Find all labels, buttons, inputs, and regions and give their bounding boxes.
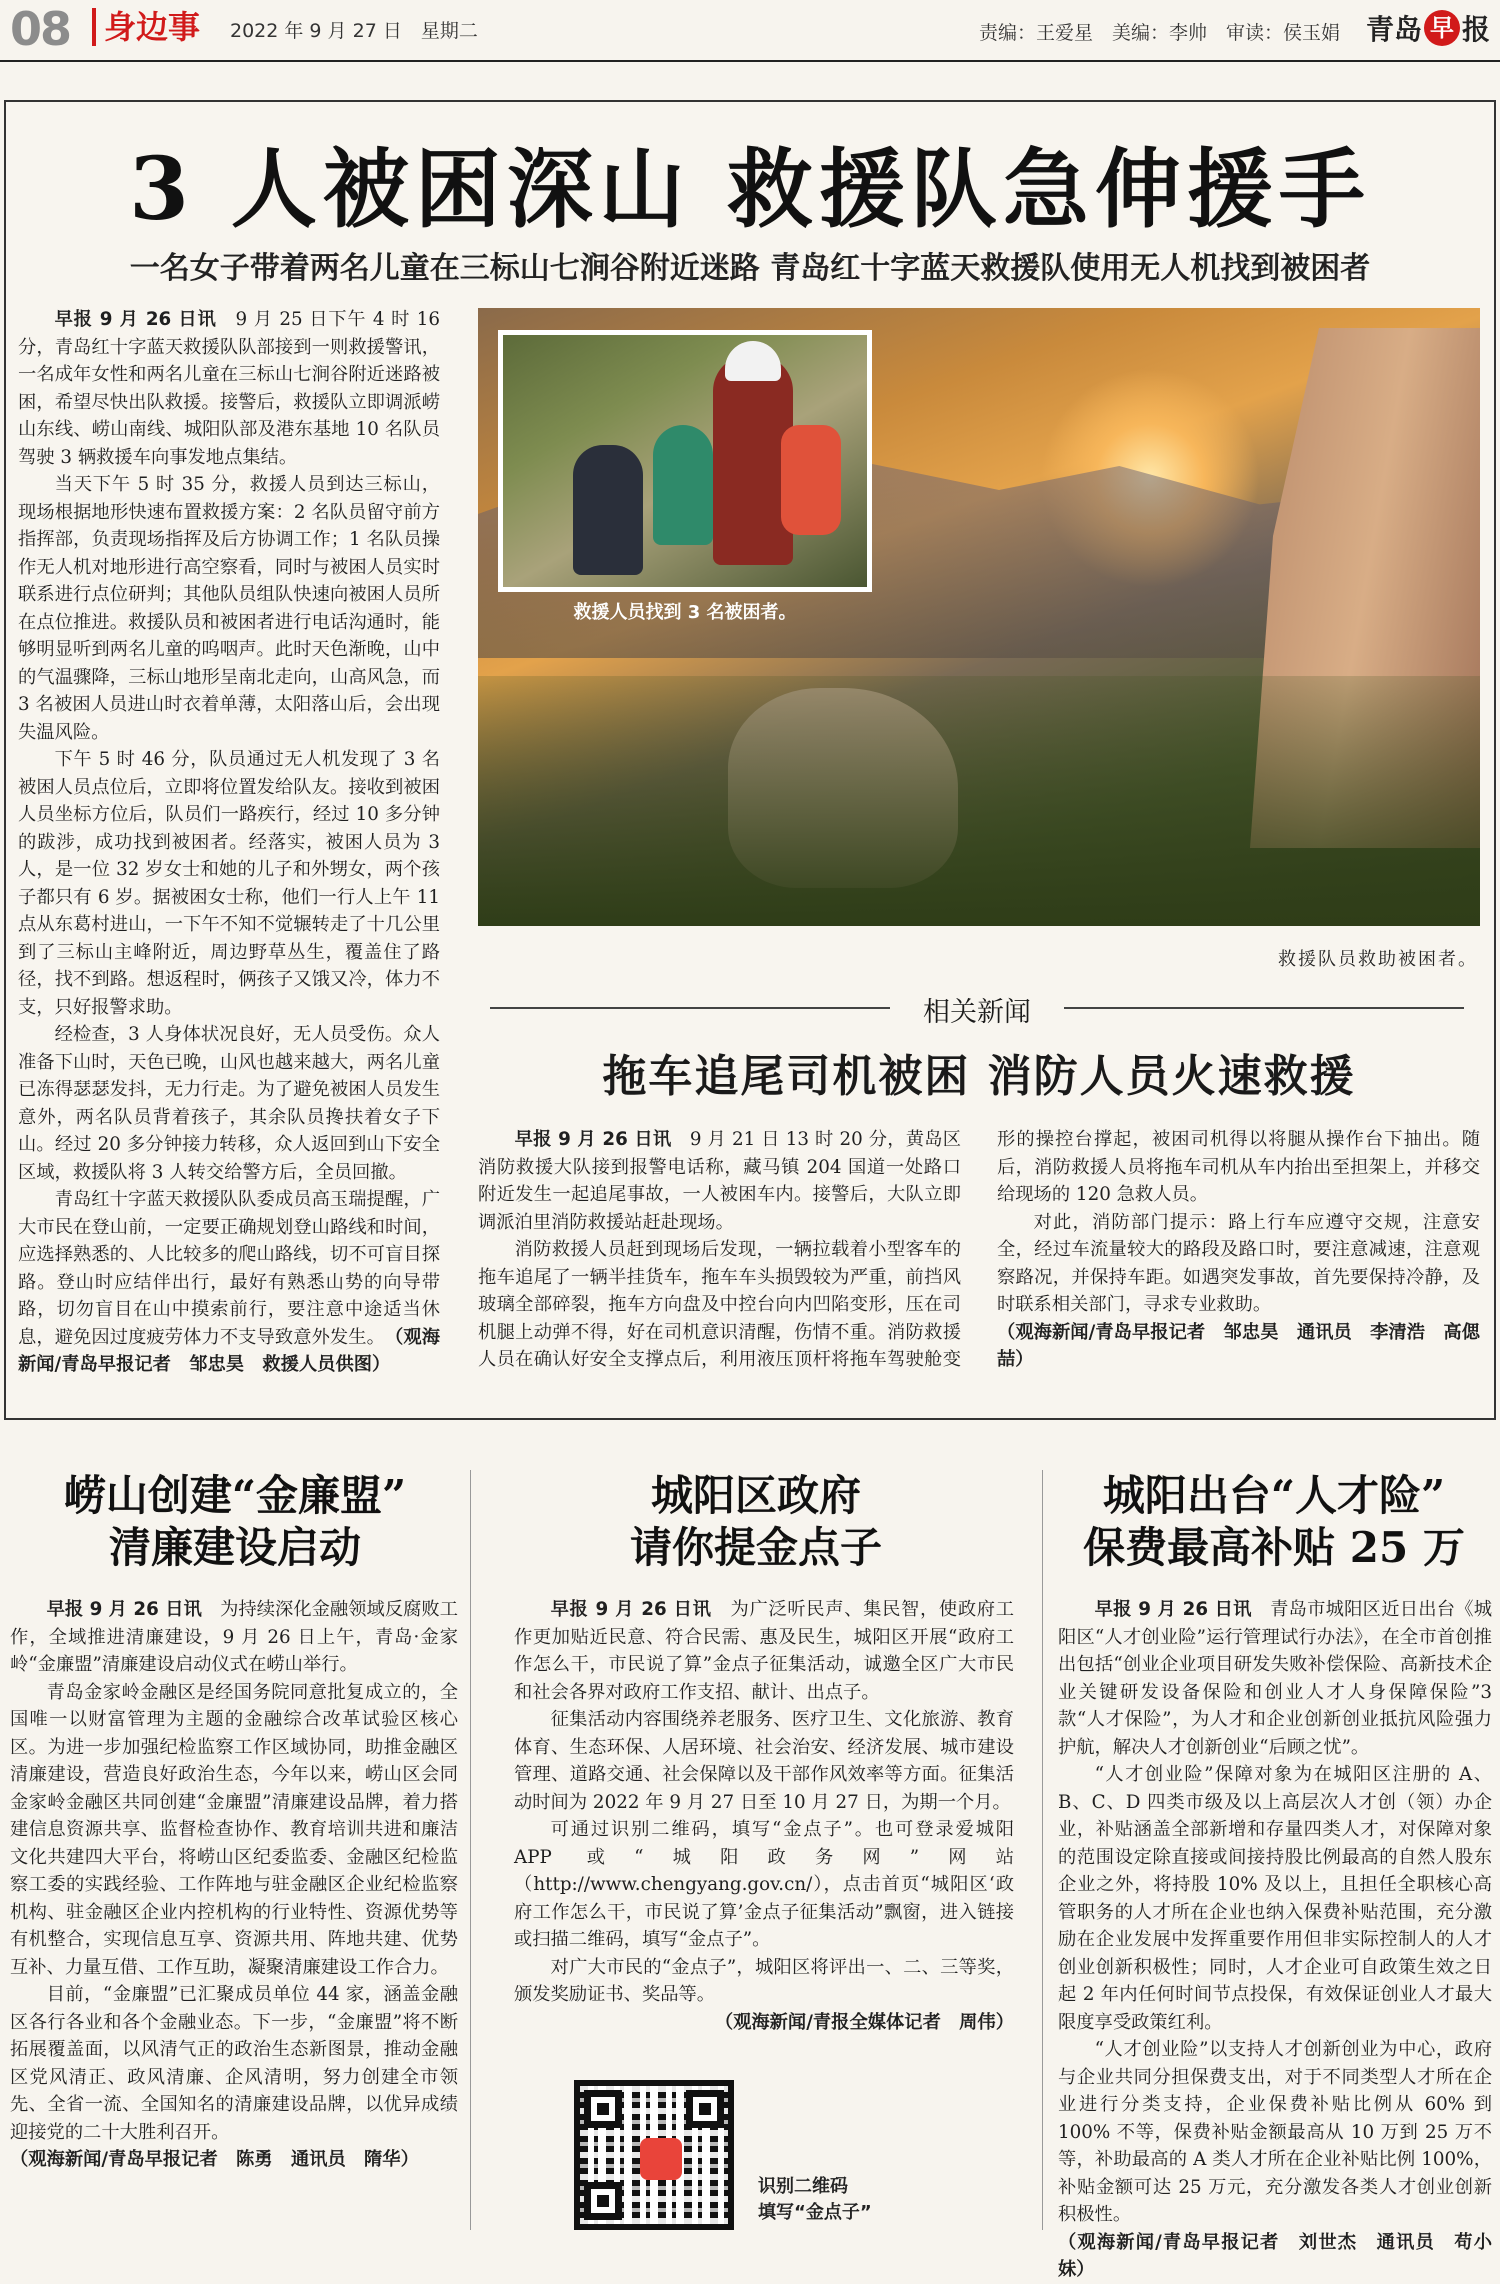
- lead-paragraph: 经检查，3 人身体状况良好，无人员受伤。众人准备下山时，天色已晚，山风也越来越大，两名儿童已冻得瑟瑟发抖，无力行走。为了避免被困人员发生意外，两名队员背着孩子，其余队员搀扶着女子下山。经过 20 多分钟接力转移，众人返回到山下安全区域，救援队将 3 人转交给警方后，全员回撤。: [18, 1024, 440, 1183]
- brand-text-right: 报: [1461, 13, 1490, 46]
- page-number: 08: [10, 2, 71, 56]
- lead-paragraph: 下午 5 时 46 分，队员通过无人机发现了 3 名被困人员点位后，立即将位置发给队友。接收到被困人员坐标方位后，队员们一路疾行，经过 10 多分钟的跋涉，成功找到被困者。经落实，被困人员为 3 人，是一位 32 岁女士和她的儿子和外甥女，两个孩子都只有 6 岁。据被困女士称，他们一行人上午 11 点从东葛村进山，一下午不知不觉辗转走了十几公里到了三标山主峰附近，周边野草丛生，覆盖住了路径，找不到路。想返程时，俩孩子又饿又冷，体力不支，只好报警求助。: [18, 749, 440, 1018]
- qr-finder: [584, 2182, 622, 2220]
- related-paragraph: 消防救援人员赶到现场后发现，一辆拉载着小型客车的拖车追尾了一辆半挂货车，拖车车头损毁较为严重，前挡风玻璃全部碎裂，拖车方向盘及中控台向内凹陷变形，压在司机腿上动弹不得，好在司机意识清醒，伤情不重。消防救援人员在确认好安全支撑点后，利用液压顶杆将拖车驾驶舱变形的操控台撑起，被困司机得以将腿从操作台下抽出。随后，消防救援人员将拖车司机从车内抬出至担架上，并移交给现场的 120 急救人员。: [478, 1129, 1480, 1370]
- backpack: [781, 425, 841, 535]
- person-figure: [573, 445, 643, 575]
- lead-headline: 3 人被困深山 救援队急伸援手: [129, 139, 1371, 240]
- column-1-title: 崂山创建“金廉盟” 清廉建设启动: [63, 1471, 407, 1572]
- editor-credits: 责编：王爱星 美编：李帅 审读：侯玉娟: [978, 22, 1340, 44]
- qr-code[interactable]: [574, 2080, 734, 2230]
- column-separator: [1042, 1470, 1043, 2230]
- byline: （观海新闻/青岛早报记者 陈勇 通讯员 隋华）: [10, 2149, 419, 2170]
- column-paragraph: 征集活动内容围绕养老服务、医疗卫生、文化旅游、教育体育、生态环保、人居环境、社会治安、经济发展、城市建设管理、道路交通、社会保障以及干部作风效率等方面。征集活动时间为 2022 年 9 月 27 日至 10 月 27 日，为期一个月。: [514, 1709, 1014, 1813]
- column-paragraph: 早报 9 月 26 日讯 青岛市城阳区近日出台《城阳区“人才创业险”运行管理试行办法》，在全市首创推出包括“创业企业项目研发失败补偿保险、高新技术企业关键研发设备保险和创业人才人身保障保险”3 款“人才保险”，为人才和企业创新创业抵抗风险强力护航，解决人才创新创业“后顾之忧”。: [1058, 1599, 1493, 1758]
- inset-caption: 救援人员找到 3 名被困者。: [573, 602, 797, 623]
- newspaper-brand: [1366, 8, 1490, 48]
- column-2-title: 城阳区政府 请你提金点子: [629, 1471, 882, 1572]
- byline: （观海新闻/青岛早报记者 邹忠昊 通讯员 李清浩 高偲喆）: [997, 1321, 1480, 1370]
- dateline: 早报 9 月 26 日讯: [550, 1599, 712, 1620]
- issue-date: 2022 年 9 月 27 日 星期二: [230, 20, 478, 42]
- related-news-label: 相关新闻: [923, 997, 1031, 1028]
- lead-subheadline: 一名女子带着两名儿童在三标山七涧谷附近迷路 青岛红十字蓝天救援队使用无人机找到被困者: [129, 251, 1371, 286]
- related-paragraph: 早报 9 月 26 日讯 9 月 21 日 13 时 20 分，黄岛区消防救援大队接到报警电话称，藏马镇 204 国道一处路口附近发生一起追尾事故，一人被困车内。接警后，大队立即调派泊里消防救援站赶赴现场。: [478, 1129, 961, 1233]
- helmet: [725, 341, 781, 381]
- column-1-body: [10, 1596, 458, 2216]
- column-3-title: 城阳出台“人才险” 保费最高补贴 25 万: [1083, 1471, 1465, 1572]
- related-article-body: [478, 1126, 1480, 1396]
- column-paragraph: 可通过识别二维码，填写“金点子”。也可登录爱城阳 APP 或“城阳政务网”网站（http://www.chengyang.gov.cn/），点击首页“城阳区‘政府工作怎么干，市民说了算’金点子征集活动”飘窗，进入链接或扫描二维码，填写“金点子”。: [514, 1819, 1014, 1950]
- column-2-body: [514, 1596, 1014, 2066]
- column-separator: [470, 1470, 471, 2230]
- related-headline: 拖车追尾司机被困 消防人员火速救援: [602, 1051, 1356, 1102]
- column-paragraph: “人才创业险”保障对象为在城阳区注册的 A、B、C、D 四类市级及以上高层次人才创（领）办企业，补贴涵盖全部新增和存量四类人才，对保障对象的范围设定除直接或间接持股比例最高的自然人股东企业之外，将持股 10% 及以上，且担任全职核心高管职务的人才所在企业也纳入保费补贴范围，充分激励在企业发展中发挥重要作用但非实际控制人的人才创业创新积极性；同时，人才企业可自政策生效之日起 2 年内任何时间节点投保，有效保证创业人才最大限度享受政策红利。: [1058, 1764, 1492, 2033]
- dateline: 早报 9 月 26 日讯: [46, 1599, 202, 1620]
- column-paragraph: “人才创业险”以支持人才创新创业为中心，政府与企业共同分担保费支出，对于不同类型人才所在企业进行分类支持，企业保费补贴比例从 60% 到 100% 不等，保费补贴金额最高从 10 万到 25 万不等，补助最高的 A 类人才所在企业补贴比例 100%，补贴金额可达 25 万元，充分激发各类人才创业创新积极性。: [1058, 2039, 1492, 2225]
- brand-text-left: 青岛: [1365, 13, 1422, 46]
- related-paragraph: 对此，消防部门提示：路上行车应遵守交规，注意安全，经过车流量较大的路段及路口时，要注意减速，注意观察路况，并保持车距。如遇突发事故，首先要保持冷静，及时联系相关部门，寻求专业救助。: [997, 1211, 1480, 1315]
- byline: （观海新闻/青报全媒体记者 周伟）: [714, 2011, 1014, 2033]
- section-name: 身边事: [92, 8, 200, 46]
- column-3-body: [1058, 1596, 1493, 2280]
- dateline: 早报 9 月 26 日讯: [514, 1129, 672, 1150]
- column-paragraph: 目前，“金廉盟”已汇聚成员单位 44 家，涵盖金融区各行各业和各个金融业态。下一步，“金廉盟”将不断拓展覆盖面，以风清气正的政治生态新图景，推动金融区党风清正、政风清廉、企风清明，努力创建全市领先、全省一流、全国知名的清廉建设品牌，以优异成绩迎接党的二十大胜利召开。: [10, 1984, 458, 2143]
- person-figure: [653, 425, 713, 545]
- lead-article-body: [18, 306, 440, 1386]
- lead-paragraph: 早报 9 月 26 日讯 9 月 25 日下午 4 时 16 分，青岛红十字蓝天救援队队部接到一则救援警讯，一名成年女性和两名儿童在三标山七涧谷附近迷路被困，希望尽快出队救援。接警后，救援队立即调派崂山东线、崂山南线、城阳队部及港东基地 10 名队员驾驶 3 辆救援车向事发地点集结。: [18, 309, 441, 468]
- qr-caption: 识别二维码 填写“金点子”: [758, 2176, 872, 2223]
- byline: （观海新闻/青岛早报记者 邹忠昊 救援人员供图）: [18, 1326, 441, 1375]
- column-paragraph: 早报 9 月 26 日讯 为持续深化金融领域反腐败工作，全域推进清廉建设，9 月 26 日上午，青岛·金家岭“金廉盟”清廉建设启动仪式在崂山举行。: [10, 1599, 459, 1675]
- app-logo-icon: [640, 2138, 682, 2180]
- byline: （观海新闻/青岛早报记者 刘世杰 通讯员 苟小妹）: [1058, 2231, 1492, 2280]
- brand-logo-circle: 早: [1424, 10, 1460, 46]
- qr-finder: [686, 2090, 724, 2128]
- vegetation: [478, 676, 1480, 926]
- photo-caption: 救援队员救助被困者。: [1278, 949, 1478, 970]
- lead-paragraph: 当天下午 5 时 35 分，救援人员到达三标山，现场根据地形快速布置救援方案：2 名队员留守前方指挥部，负责现场指挥及后方协调工作；1 名队员操作无人机对地形进行高空察看，同时与被困人员实时联系进行点位研判；其他队员组队快速向被困人员所在点位推进。救援队员和被困者进行电话沟通时，能够明显听到两名儿童的呜咽声。此时天色渐晚，山中的气温骤降，三标山地形呈南北走向，山高风急，而 3 名被困人员进山时衣着单薄，太阳落山后，会出现失温风险。: [18, 474, 440, 743]
- dateline: 早报 9 月 26 日讯: [1094, 1599, 1252, 1620]
- column-paragraph: 青岛金家岭金融区是经国务院同意批复成立的，全国唯一以财富管理为主题的金融综合改革试验区核心区。为进一步加强纪检监察工作区域协同，助推金融区清廉建设，营造良好政治生态，今年以来，崂山区会同金家岭金融区共同创建“金廉盟”清廉建设品牌，着力搭建信息资源共享、监督检查协作、教育培训共进和廉洁文化共建四大平台，将崂山区纪委监委、金融区纪检监察工委的实践经验、工作阵地与驻金融区企业纪检监察机构、驻金融区企业内控机构的行业特性、资源优势等有机整合，实现信息互享、资源共用、阵地共建、优势互补、力量互借、工作互助，凝聚清廉建设工作合力。: [10, 1681, 458, 1978]
- lead-paragraph: 青岛红十字蓝天救援队队委成员高玉瑞提醒，广大市民在登山前，一定要正确规划登山路线和时间，应选择熟悉的、人比较多的爬山路线，切不可盲目探路。登山时应结伴出行，最好有熟悉山势的向导带路，切勿盲目在山中摸索前行，要注意中途适当休息，避免因过度疲劳体力不支导致意外发生。 （观海新闻/青岛早报记者 邹忠昊 救援人员供图）: [18, 1189, 441, 1375]
- column-paragraph: 对广大市民的“金点子”，城阳区将评出一、二、三等奖，颁发奖励证书、奖品等。: [514, 1956, 1014, 2005]
- page-header: [0, 0, 1500, 62]
- related-news-divider: [490, 988, 1464, 1028]
- qr-finder: [584, 2090, 622, 2128]
- divider-line: [1064, 1007, 1464, 1009]
- dateline: 早报 9 月 26 日讯: [54, 309, 217, 330]
- inset-photo: [498, 330, 872, 592]
- column-paragraph: 早报 9 月 26 日讯 为广泛听民声、集民智，使政府工作更加贴近民意、符合民需、惠及民生，城阳区开展“政府工作怎么干，市民说了算”金点子征集活动，诚邀全区广大市民和社会各界对政府工作支招、献计、出点子。: [514, 1599, 1015, 1703]
